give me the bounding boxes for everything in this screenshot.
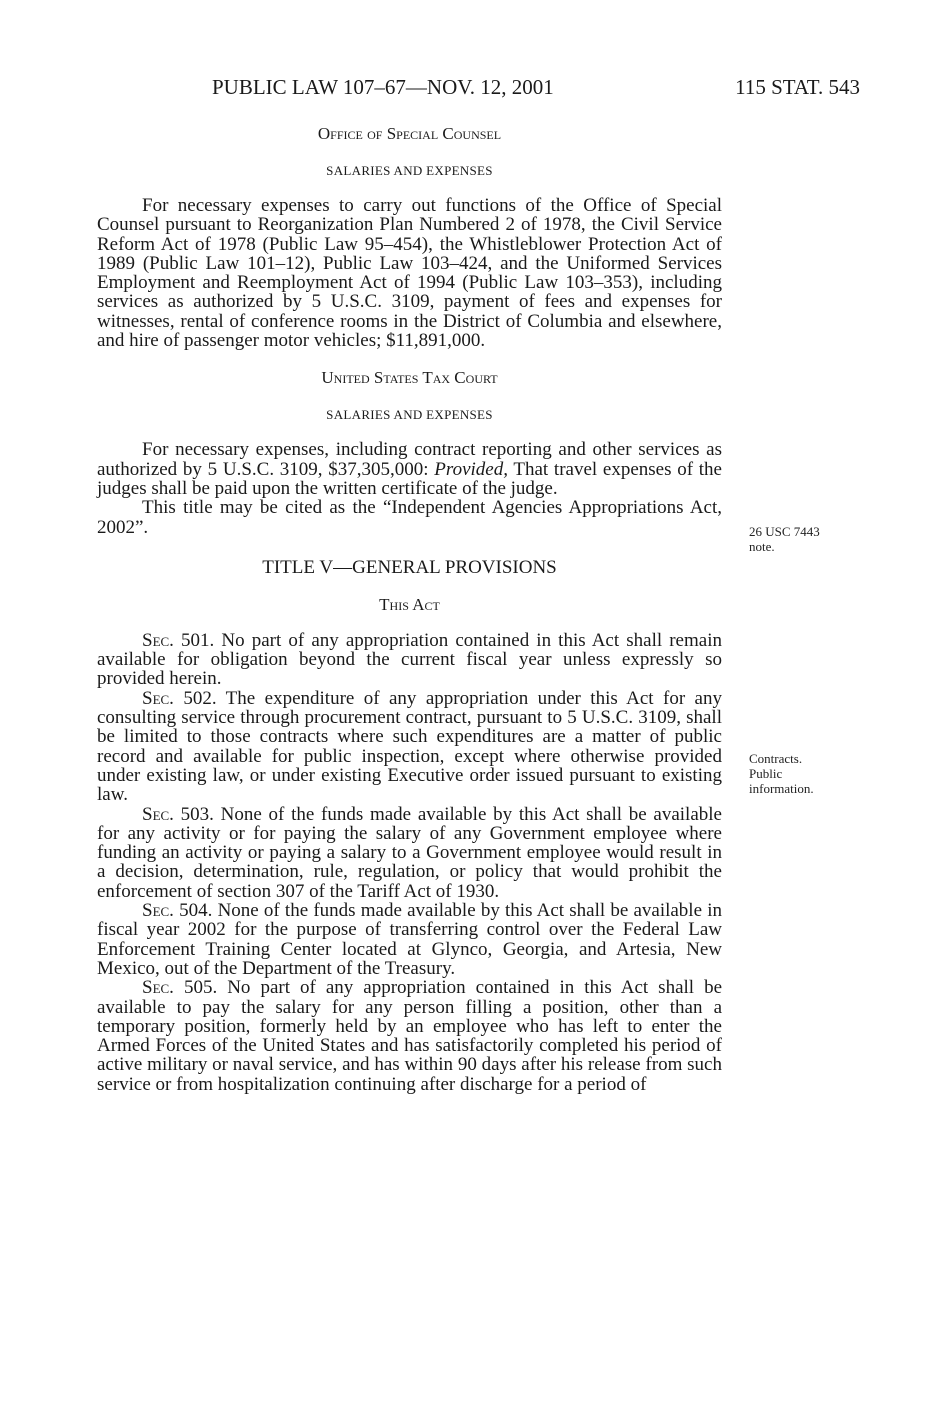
section-504 [97, 901, 722, 978]
section-label: Sec. 503. [142, 803, 214, 825]
provided-italic: Provided, [434, 458, 508, 480]
tax-court-heading: United States Tax Court [321, 368, 498, 388]
section-503 [97, 805, 722, 901]
section-text: None of the funds made available by this Act shall be available for any activity or for paying the salary of any Government employee where funding an activity or paying a salary to a Government employee would result in a decision, determination, rule, regulation, or policy that would prohibit the enforcement of section 307 of the Tariff Act of 1930. [97, 803, 722, 902]
section-text: No part of any appropriation contained in this Act shall be available to pay the salary for any person filling a position, other than a temporary position, formerly held by an employee who has left to enter the Armed Forces of the United States and has satisfactorily completed his period of active military or naval service, and has within 90 days after his release from such service or from hospitalization continuing after discharge for a period of [97, 977, 722, 1095]
osc-subheading: SALARIES AND EXPENSES [326, 163, 493, 178]
section-505 [97, 978, 722, 1094]
margin-note-usc-line: 26 USC 7443 [749, 524, 820, 539]
margin-note-contracts-line: Public [749, 766, 783, 781]
running-header [212, 72, 860, 102]
margin-note-contracts [749, 751, 859, 796]
osc-heading: Office of Special Counsel [317, 124, 502, 143]
section-label: Sec. 501. [142, 629, 215, 651]
section-label: Sec. 505. [142, 977, 218, 999]
margin-note-contracts-line: Contracts. [749, 751, 803, 766]
section-501 [97, 631, 722, 689]
title-v-heading: TITLE V—GENERAL PROVISIONS [262, 556, 557, 578]
margin-note-usc-line: note. [749, 539, 775, 554]
margin-note-contracts-line: information. [749, 781, 814, 796]
title-citation-paragraph: This title may be cited as the “Independent Agencies Appropriations Act, 2002”. [97, 497, 722, 538]
statute-page-number: 115 STAT. 543 [735, 75, 860, 99]
tax-court-text-a: For necessary expenses, including contract reporting and other services as authorized by 5 U.S.C. 3109, $37,305,000: [97, 439, 722, 480]
section-label: Sec. 502. [142, 687, 217, 709]
this-act-heading: This Act [379, 594, 440, 614]
section-502 [97, 689, 722, 805]
osc-paragraph: For necessary expenses to carry out functions of the Office of Special Counsel pursuant to Reorganization Plan Numbered 2 of 1978, the Civil Service Reform Act of 1978 (Public Law 95–454), the Whistleblower Protection Act of 1989 (Public Law 101–12), Public Law 103–424, and the Uniformed Services Employment and Reemployment Act of 1994 (Public Law 103–353), including services as authorized by 5 U.S.C. 3109, payment of fees and expenses for witnesses, rental of conference rooms in the District of Columbia and elsewhere, and hire of passenger motor vehicles; $11,891,000. [97, 195, 722, 352]
public-law-citation: PUBLIC LAW 107–67—NOV. 12, 2001 [212, 75, 554, 99]
tax-court-text-b: That travel expenses of the judges shall be paid upon the written certificate of the judge. [97, 458, 722, 499]
main-text-column [97, 120, 722, 1094]
margin-note-usc [749, 524, 859, 554]
section-label: Sec. 504. [142, 900, 213, 922]
section-text: None of the funds made available by this Act shall be available in fiscal year 2002 for the purpose of transferring control over the Federal Law Enforcement Training Center located at Glynco, Georgia, and Artesia, New Mexico, out of the Department of the Treasury. [97, 900, 722, 979]
section-text: The expenditure of any appropriation under this Act for any consulting service through procurement contract, pursuant to 5 U.S.C. 3109, shall be limited to those contracts where such expenditures are a matter of public record and available for public inspection, except where otherwise provided under existing law, or under existing Executive order issued pursuant to existing law. [97, 687, 722, 806]
tax-court-paragraph [97, 440, 722, 498]
tax-court-subheading: SALARIES AND EXPENSES [326, 407, 493, 423]
section-text: No part of any appropriation contained in this Act shall remain available for obligation beyond the current fiscal year unless expressly so provided herein. [97, 629, 722, 690]
